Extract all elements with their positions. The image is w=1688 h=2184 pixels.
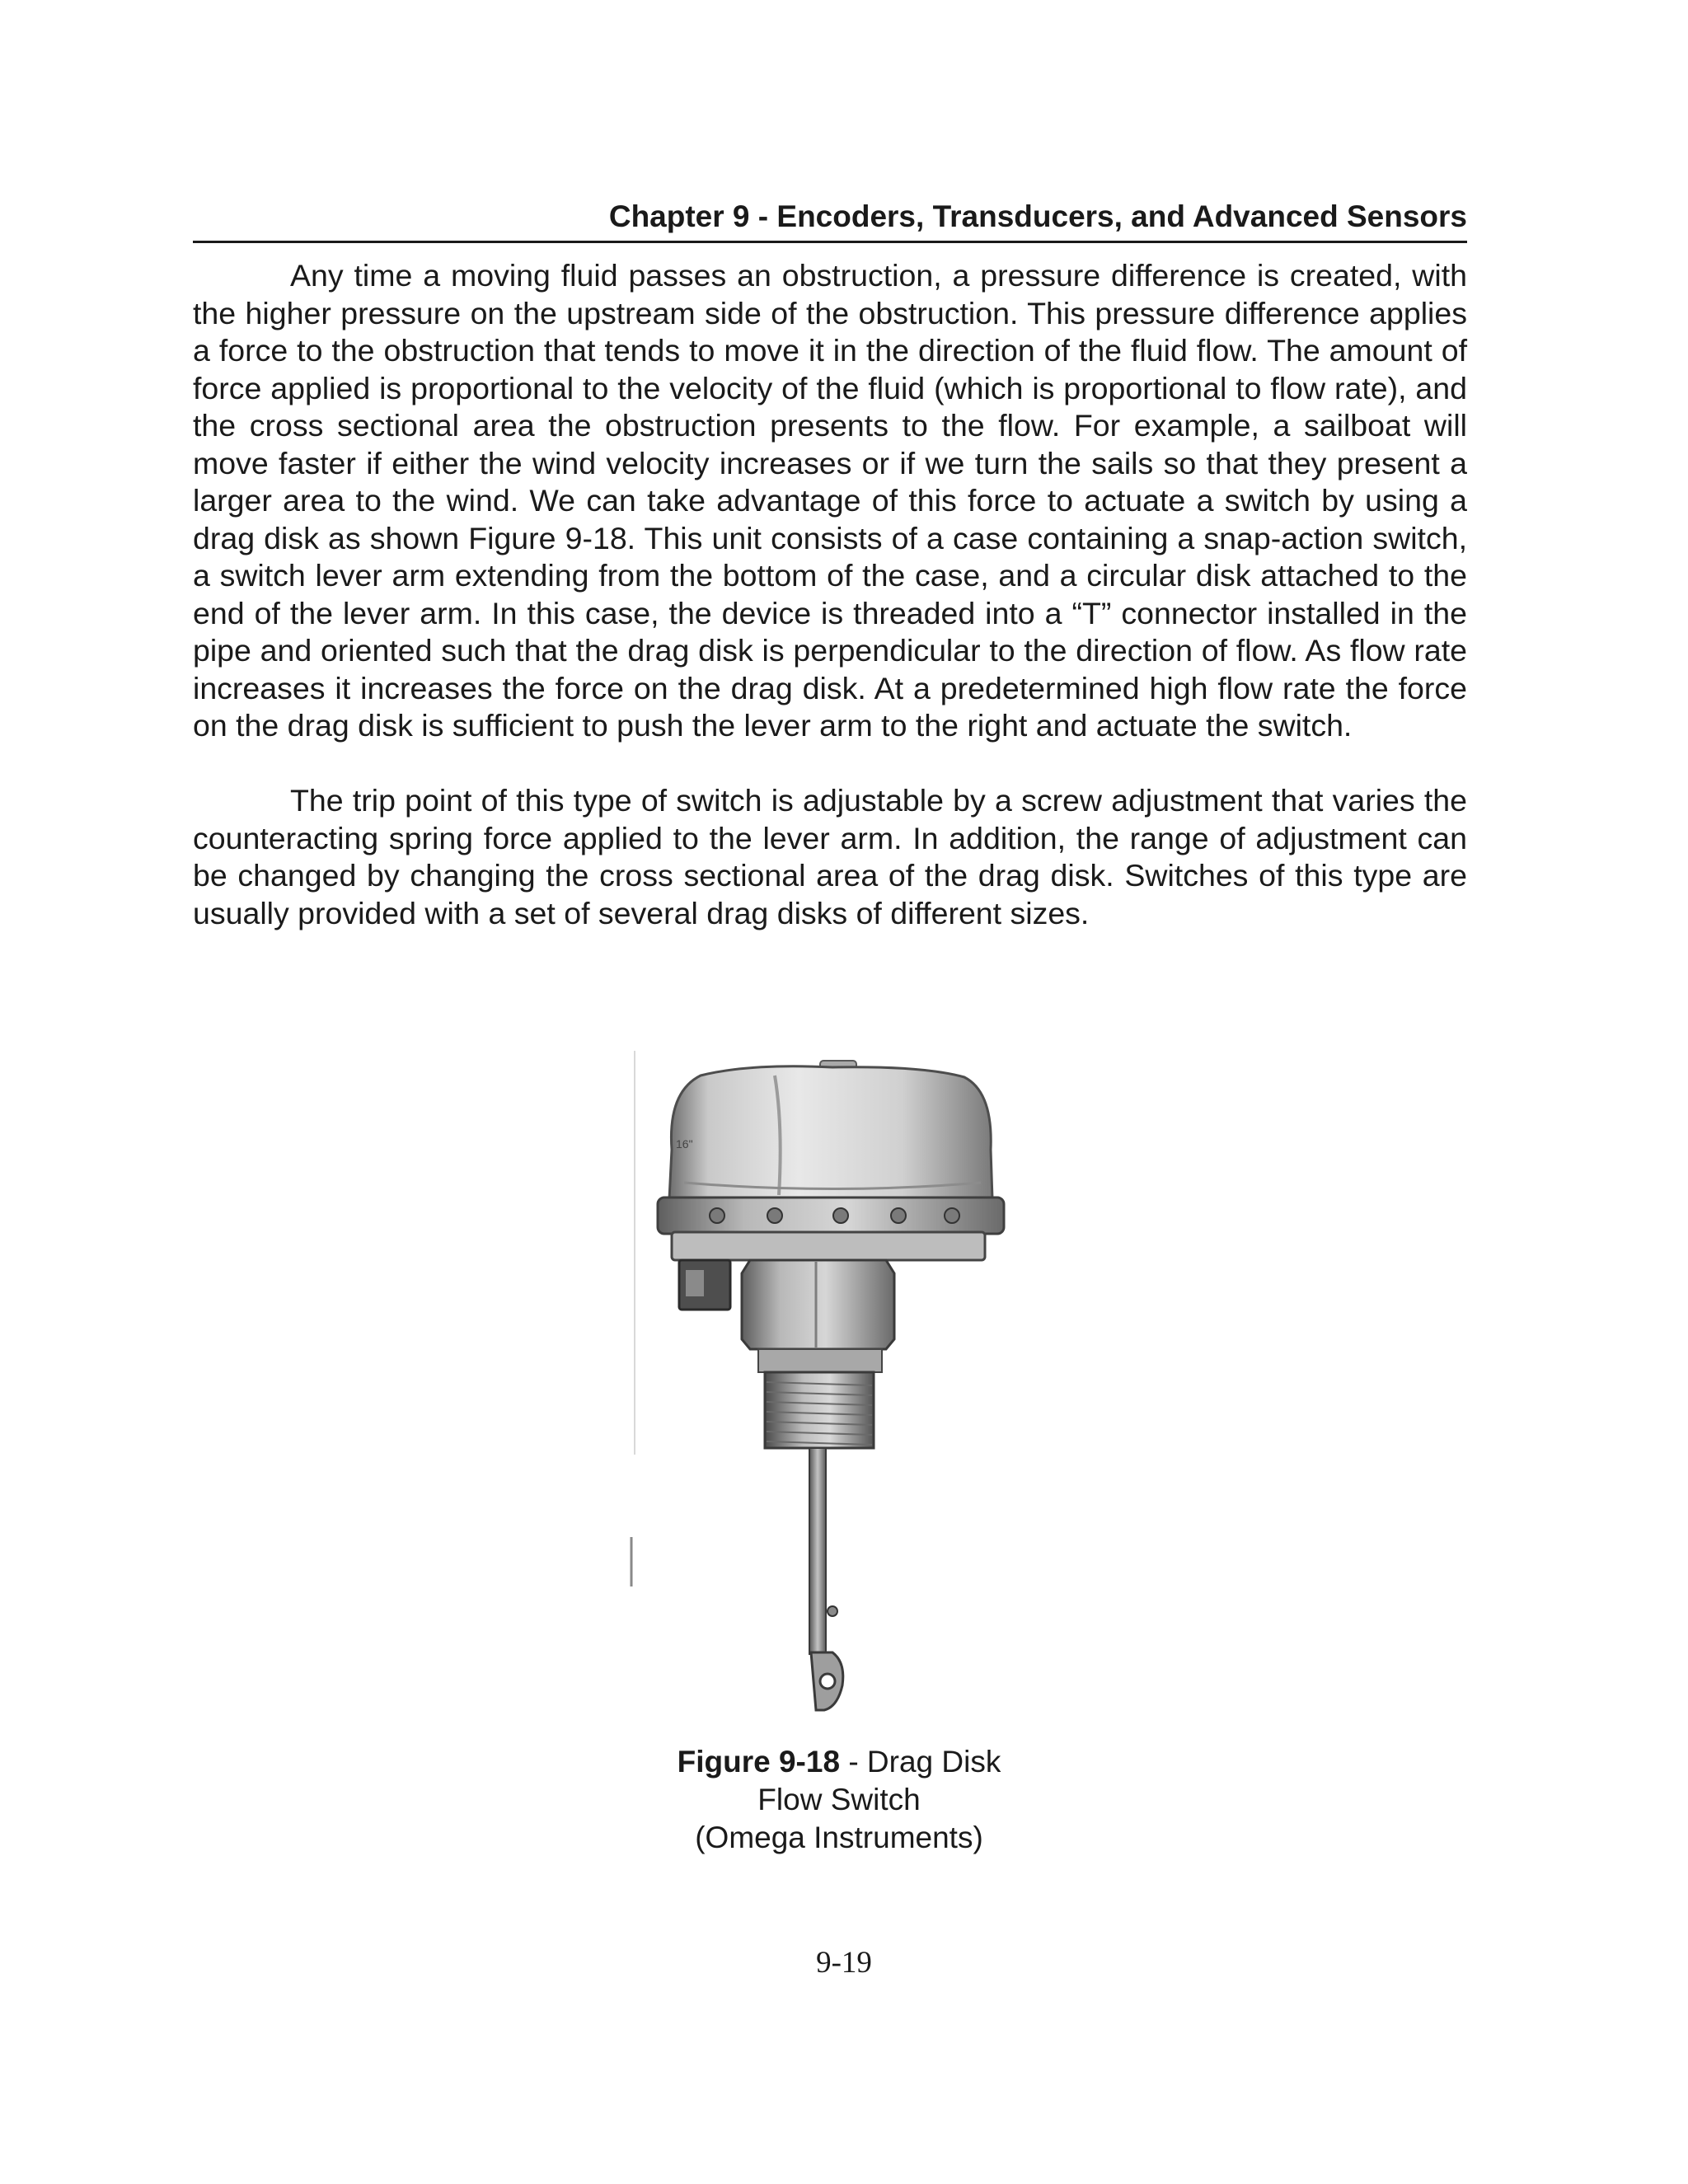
figure-label: Figure 9-18 — [677, 1745, 841, 1779]
lever-pin-icon — [828, 1606, 837, 1616]
caption-line-1 — [509, 1743, 1169, 1781]
paragraph-trip-point-adjustment: The trip point of this type of switch is adjustable by a screw adjustment that varies the counteracting spring force applied to the lever arm. In addition, the range of adjustment can be changed by changing the cross sectional area of the drag disk. Switches of this type are usually provided with a set of several drag disks of different sizes. — [193, 783, 1467, 930]
flange-bolt-icon — [945, 1208, 959, 1223]
hex-neck — [758, 1349, 882, 1372]
running-header — [193, 198, 1467, 243]
flange-bolt-icon — [833, 1208, 848, 1223]
flange-bolt-icon — [767, 1208, 782, 1223]
flange-bolt-icon — [891, 1208, 906, 1223]
switch-housing — [669, 1066, 992, 1199]
drag-disk-flow-switch-photo — [626, 1026, 1055, 1727]
chapter-title: Chapter 9 - Encoders, Transducers, and Advanced Sensors — [608, 199, 1467, 233]
adjustment-screw-icon — [686, 1270, 704, 1296]
figure-title-part2: Flow Switch — [757, 1783, 921, 1816]
figure-title-part1: - Drag Disk — [840, 1745, 1001, 1779]
figure-caption — [509, 1743, 1169, 1857]
lever-arm — [809, 1448, 826, 1654]
drag-disk-hole-icon — [820, 1674, 835, 1689]
body-text — [193, 257, 1467, 932]
page-number: 9-19 — [816, 1946, 872, 1980]
base-plate — [672, 1232, 985, 1260]
hex-body — [742, 1260, 894, 1349]
paragraph-drag-disk-principle: Any time a moving fluid passes an obstruction, a pressure difference is created, with the higher pressure on the upstream side of the obstruction. This pressure difference applies a force to the obstruction that tends to move it in the direction of the fluid flow. The amount of force applied is proportional to the velocity of the fluid (which is proportional to flow rate), and the cross sectional area the obstruction presents to the flow. For example, a sailboat will move faster if either the wind velocity increases or if we turn the sails so that they present a larger area to the wind. We can take advantage of this force to actuate a switch by using a drag disk as shown Figure 9-18. This unit consists of a case containing a snap-action switch, a switch lever arm extending from the bottom of the case, and a circular disk attached to the end of the lever arm. In this case, the device is threaded into a “T” connector installed in the pipe and oriented such that the drag disk is perpendicular to the direction of flow. As flow rate increases it increases the force on the drag disk. At a predetermined high flow rate the force on the drag disk is sufficient to push the lever arm to the right and actuate the switch. — [193, 258, 1467, 743]
figure-credit: (Omega Instruments) — [695, 1821, 983, 1854]
housing-marking: 16" — [676, 1137, 693, 1151]
flange-bolt-icon — [710, 1208, 724, 1223]
